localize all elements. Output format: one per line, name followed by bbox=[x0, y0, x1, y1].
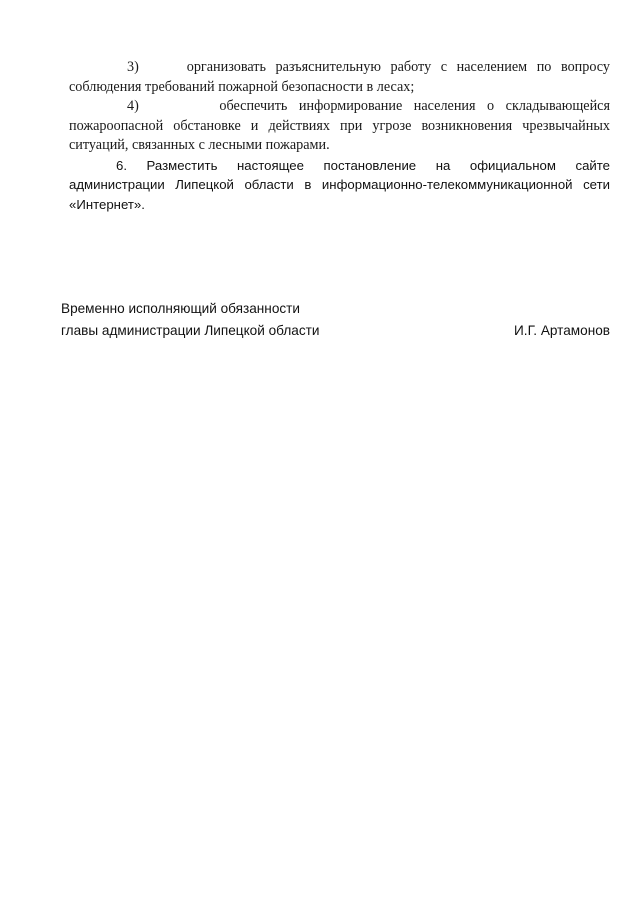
item-4-number: 4) bbox=[127, 98, 139, 114]
list-item-4 bbox=[69, 97, 610, 156]
signature-line-2 bbox=[61, 320, 610, 342]
paragraph-6: 6. Разместить настоящее постановление на официальном сайте администрации Липецкой области в информационно-телекоммуникационной сети «Интернет». bbox=[69, 157, 610, 212]
document-body bbox=[69, 58, 610, 214]
list-item-3 bbox=[69, 58, 610, 97]
signature-block bbox=[61, 298, 610, 342]
item-4-text: обеспечить информирование населения о складывающейся пожароопасной обстановке и действиях при угрозе возникновения чрезвычайных ситуаций, связанных с лесными пожарами. bbox=[69, 98, 611, 153]
signature-line-1 bbox=[61, 298, 610, 320]
signatory-position-line-2: главы администрации Липецкой области bbox=[61, 323, 320, 338]
item-3-number: 3) bbox=[127, 59, 139, 75]
signatory-position-line-1: Временно исполняющий обязанности bbox=[61, 301, 300, 316]
item-3-text: организовать разъяснительную работу с населением по вопросу соблюдения требований пожарной безопасности в лесах; bbox=[69, 59, 610, 95]
signatory-name: И.Г. Артамонов bbox=[514, 323, 610, 338]
